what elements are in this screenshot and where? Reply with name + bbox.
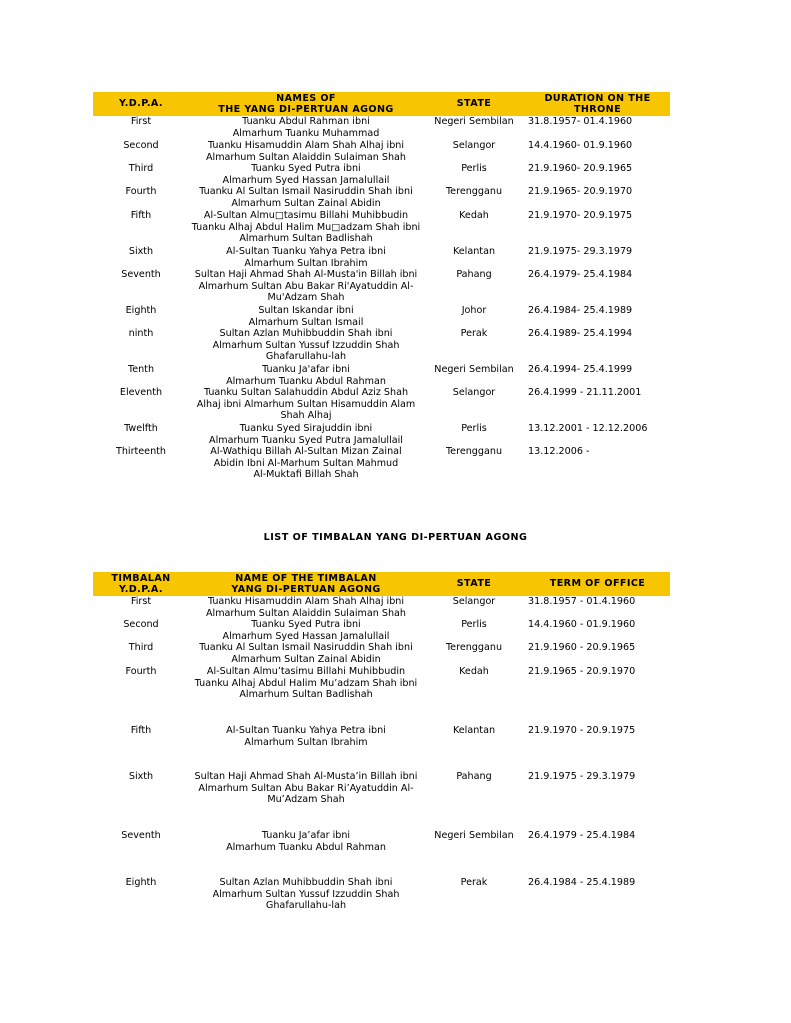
- ruler-name: Sultan Haji Ahmad Shah Al-Musta’in Billah ibni Almarhum Sultan Abu Bakar Ri’Ayatuddin Al- Mu’Adzam Shah: [194, 771, 418, 806]
- ordinal: ninth: [128, 328, 154, 339]
- term: 21.9.1965- 20.9.1970: [528, 186, 633, 197]
- ruler-name: Sultan Haji Ahmad Shah Al-Musta'in Billah ibni Almarhum Sultan Abu Bakar Ri'Ayatuddin Al- Mu'Adzam Shah: [194, 269, 418, 304]
- term: 26.4.1979- 25.4.1984: [528, 269, 633, 280]
- state: Negeri Sembilan: [434, 116, 514, 127]
- term-col-header: TERM OF OFFICE: [549, 578, 646, 589]
- ruler-name: Al-Sultan Almu□tasimu Billahi Muhibbudin Tuanku Alhaj Abdul Halim Mu□adzam Shah ibni Almarhum Sultan Badlishah: [191, 210, 421, 245]
- state: Perak: [460, 328, 488, 339]
- state: Selangor: [452, 140, 496, 151]
- term: 26.4.1999 - 21.11.2001: [528, 387, 642, 398]
- ordinal: Fourth: [125, 666, 157, 677]
- ordinal: Second: [123, 140, 159, 151]
- term: 26.4.1979 - 25.4.1984: [528, 830, 636, 841]
- ruler-name: Tuanku Al Sultan Ismail Nasiruddin Shah ibni Almarhum Sultan Zainal Abidin: [199, 642, 413, 665]
- state: Selangor: [452, 596, 496, 607]
- state: Kelantan: [452, 246, 496, 257]
- term: 26.4.1984 - 25.4.1989: [528, 877, 636, 888]
- term: 26.4.1984- 25.4.1989: [528, 305, 633, 316]
- term: 21.9.1970 - 20.9.1975: [528, 725, 636, 736]
- state: Terengganu: [445, 446, 503, 457]
- ruler-name: Al-Sultan Tuanku Yahya Petra ibni Almarhum Sultan Ibrahim: [226, 725, 386, 748]
- term: 14.4.1960 - 01.9.1960: [528, 619, 636, 630]
- ordinal: Eighth: [125, 877, 157, 888]
- timbalan-col-header-line1: TIMBALAN: [111, 573, 171, 584]
- ruler-name: Tuanku Syed Sirajuddin ibni Almarhum Tuanku Syed Putra Jamalullail: [209, 423, 403, 446]
- state: Perlis: [461, 163, 487, 174]
- duration-col-header-line2: THRONE: [573, 104, 622, 115]
- timbalan-table-header: [93, 572, 670, 596]
- duration-col-header-line1: DURATION ON THE: [544, 93, 651, 104]
- term: 21.9.1960- 20.9.1965: [528, 163, 633, 174]
- state: Perlis: [461, 423, 487, 434]
- term: 21.9.1975- 29.3.1979: [528, 246, 633, 257]
- names-col-header-line1: NAMES OF: [276, 93, 336, 104]
- state: Selangor: [452, 387, 496, 398]
- ordinal: First: [130, 116, 152, 127]
- ordinal: Sixth: [128, 771, 154, 782]
- ruler-name: Tuanku Al Sultan Ismail Nasiruddin Shah ibni Almarhum Sultan Zainal Abidin: [199, 186, 413, 209]
- name-col-header-line2: YANG DI-PERTUAN AGONG: [231, 584, 381, 595]
- term: 21.9.1975 - 29.3.1979: [528, 771, 636, 782]
- term: 21.9.1965 - 20.9.1970: [528, 666, 636, 677]
- state: Negeri Sembilan: [434, 364, 514, 375]
- ordinal: Fifth: [130, 210, 152, 221]
- term: 31.8.1957 - 01.4.1960: [528, 596, 636, 607]
- state: Perlis: [461, 619, 487, 630]
- ordinal: Second: [123, 619, 159, 630]
- state-col-header: STATE: [456, 578, 492, 589]
- state: Pahang: [456, 269, 492, 280]
- ordinal: Eighth: [125, 305, 157, 316]
- term: 26.4.1989- 25.4.1994: [528, 328, 633, 339]
- ordinal: Seventh: [121, 269, 161, 280]
- name-col-header-line1: NAME OF THE TIMBALAN: [235, 573, 377, 584]
- ydpa-table-header: [93, 92, 670, 116]
- ruler-name: Al-Wathiqu Billah Al-Sultan Mizan Zainal Abidin Ibni Al-Marhum Sultan Mahmud Al-Muktafi Billah Shah: [210, 446, 402, 481]
- ordinal: Fourth: [125, 186, 157, 197]
- ruler-name: Sultan Iskandar ibni Almarhum Sultan Ismail: [248, 305, 364, 328]
- term: 13.12.2001 - 12.12.2006: [528, 423, 648, 434]
- ordinal: Sixth: [128, 246, 154, 257]
- ordinal: Fifth: [130, 725, 152, 736]
- ruler-name: Tuanku Hisamuddin Alam Shah Alhaj ibni Almarhum Sultan Alaiddin Sulaiman Shah: [205, 140, 406, 163]
- state-col-header: STATE: [456, 98, 492, 109]
- state: Perak: [460, 877, 488, 888]
- ruler-name: Tuanku Abdul Rahman ibni Almarhum Tuanku Muhammad: [232, 116, 380, 139]
- term: 21.9.1960 - 20.9.1965: [528, 642, 636, 653]
- ordinal: Eleventh: [119, 387, 163, 398]
- ruler-name: Tuanku Ja'afar ibni Almarhum Tuanku Abdul Rahman: [226, 364, 386, 387]
- ruler-name: Sultan Azlan Muhibbuddin Shah ibni Almarhum Sultan Yussuf Izzuddin Shah Ghafarullahu-lah: [212, 328, 400, 363]
- ruler-name: Tuanku Hisamuddin Alam Shah Alhaj ibni Almarhum Sultan Alaiddin Sulaiman Shah: [205, 596, 406, 619]
- ordinal: Third: [128, 163, 154, 174]
- ruler-name: Tuanku Ja’afar ibni Almarhum Tuanku Abdul Rahman: [226, 830, 386, 853]
- term: 31.8.1957- 01.4.1960: [528, 116, 633, 127]
- state: Pahang: [456, 771, 492, 782]
- ydpa-col-header: Y.D.P.A.: [119, 98, 163, 109]
- term: 21.9.1970- 20.9.1975: [528, 210, 633, 221]
- ruler-name: Al-Sultan Almu’tasimu Billahi Muhibbudin Tuanku Alhaj Abdul Halim Mu’adzam Shah ibni Almarhum Sultan Badlishah: [194, 666, 418, 701]
- ruler-name: Tuanku Syed Putra ibni Almarhum Syed Hassan Jamalullail: [222, 163, 390, 186]
- ordinal: First: [130, 596, 152, 607]
- ruler-name: Sultan Azlan Muhibbuddin Shah ibni Almarhum Sultan Yussuf Izzuddin Shah Ghafarullahu-lah: [212, 877, 400, 912]
- state: Johor: [461, 305, 487, 316]
- timbalan-col-header-line2: Y.D.P.A.: [119, 584, 163, 595]
- names-col-header-line2: THE YANG DI-PERTUAN AGONG: [218, 104, 394, 115]
- term: 14.4.1960- 01.9.1960: [528, 140, 633, 151]
- state: Kedah: [459, 666, 489, 677]
- state: Kelantan: [452, 725, 496, 736]
- ordinal: Thirteenth: [115, 446, 167, 457]
- ruler-name: Tuanku Sultan Salahuddin Abdul Aziz Shah Alhaj ibni Almarhum Sultan Hisamuddin Alam Shah Alhaj: [196, 387, 416, 422]
- ordinal: Tenth: [127, 364, 155, 375]
- state: Terengganu: [445, 642, 503, 653]
- state: Terengganu: [445, 186, 503, 197]
- ordinal: Seventh: [121, 830, 161, 841]
- ordinal: Third: [128, 642, 154, 653]
- term: 13.12.2006 -: [528, 446, 590, 457]
- ruler-name: Tuanku Syed Putra ibni Almarhum Syed Hassan Jamalullail: [222, 619, 390, 642]
- section-title: LIST OF TIMBALAN YANG DI-PERTUAN AGONG: [263, 532, 528, 543]
- ordinal: Twelfth: [124, 423, 158, 434]
- state: Kedah: [459, 210, 489, 221]
- state: Negeri Sembilan: [434, 830, 514, 841]
- term: 26.4.1994- 25.4.1999: [528, 364, 633, 375]
- ruler-name: Al-Sultan Tuanku Yahya Petra ibni Almarhum Sultan Ibrahim: [226, 246, 386, 269]
